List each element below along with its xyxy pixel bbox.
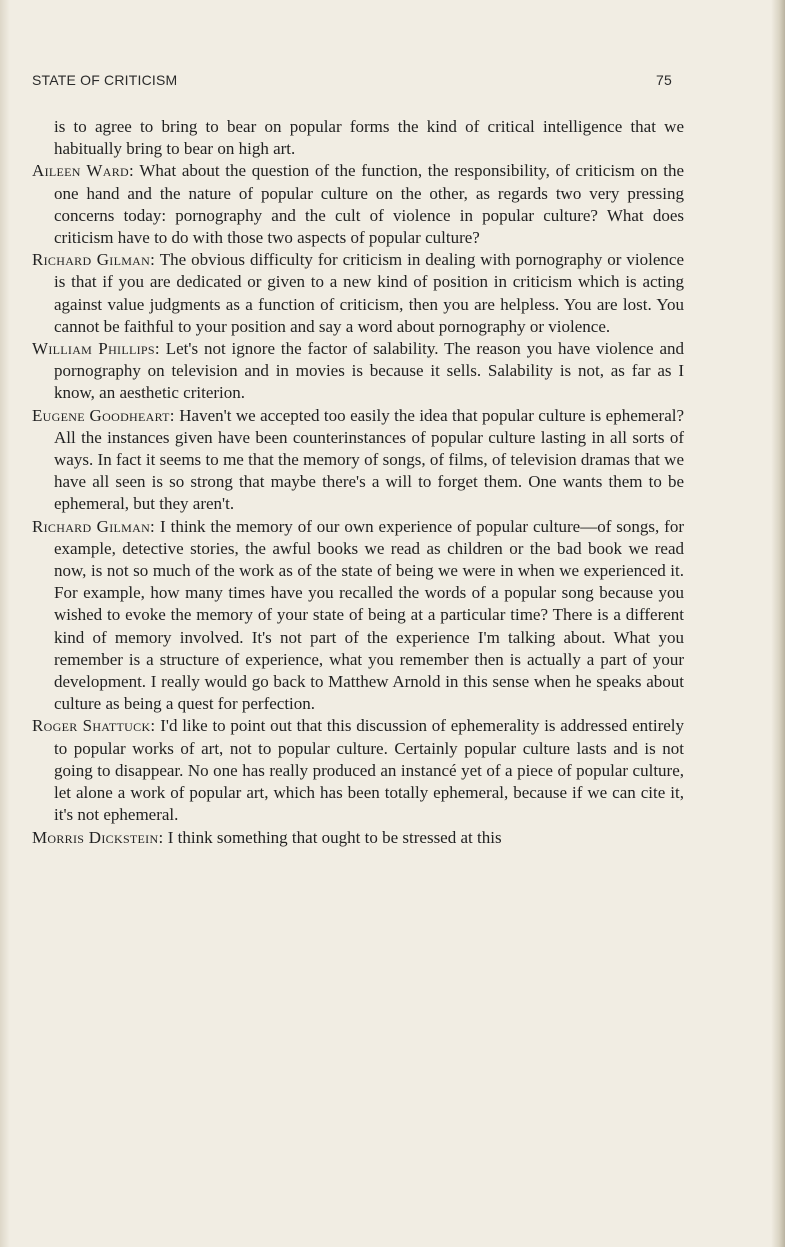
paragraph — [32, 249, 684, 338]
speaker-name: Morris Dickstein: — [32, 827, 164, 847]
paragraph-text: is to agree to bring to bear on popular forms the kind of critical intelligence that we habitually bring to bear on high art. — [54, 117, 684, 159]
speaker-name: Eugene Goodheart: — [32, 405, 175, 425]
paragraph — [32, 116, 684, 160]
body-text — [32, 116, 684, 849]
speaker-name: Richard Gilman: — [32, 250, 156, 270]
paragraph-text: Let's not ignore the factor of salability. The reason you have violence and pornography on television and in movies is because it sells. Salability is not, as far as I know, an aesthetic criterion. — [54, 339, 685, 403]
paragraph-text: I think something that ought to be stressed at this — [167, 827, 502, 847]
page-edge-shadow — [771, 0, 785, 1247]
page-gutter-shadow — [0, 0, 10, 1247]
page-number: 75 — [656, 72, 672, 88]
speaker-name: William Phillips: — [32, 339, 160, 359]
speaker-name: Richard Gilman: — [32, 516, 156, 536]
speaker-name: Aileen Ward: — [32, 161, 134, 181]
paragraph — [32, 405, 684, 516]
speaker-name: Roger Shattuck: — [32, 716, 156, 736]
paragraph — [32, 715, 684, 826]
paragraph-text: I'd like to point out that this discussion of ephemerality is addressed entirely to popular works of art, not to popular culture. Certainly popular culture lasts and is not going to disappear. No one has really produced an instancé yet of a piece of popular culture, let alone a work of popular art, which has been totally ephemeral, because if we can cite it, it's not ephemeral. — [54, 716, 685, 825]
paragraph-text: The obvious difficulty for criticism in dealing with pornography or violence is that if you are dedicated or given to a new kind of position in criticism which is acting against value judgments as a function of criticism, then you are helpless. You are lost. You cannot be faithful to your position and say a word about pornography or violence. — [54, 250, 685, 336]
paragraph-text: I think the memory of our own experience of popular culture—of songs, for example, detective stories, the awful books we read as children or the bad book we read now, is not so much of the work as of the state of being we were in when we experienced it. For example, how many times have you recalled the words of a popular song because you wished to evoke the memory of your state of being at a particular time? There is a different kind of memory involved. It's not part of the experience I'm talking about. What you remember is a structure of experience, what you remember then is actually a part of your development. I really would go back to Matthew Arnold in this sense when he speaks about culture as being a quest for perfection. — [54, 516, 685, 714]
running-header — [32, 72, 672, 94]
paragraph — [32, 827, 684, 849]
paragraph — [32, 160, 684, 249]
paragraph — [32, 516, 684, 716]
paragraph-text: What about the question of the function, the responsibility, of criticism on the one hand and the nature of popular culture on the other, as regards two very pressing concerns today: pornography and the cult of violence in popular culture? What does criticism have to do with those two aspects of popular culture? — [54, 161, 684, 248]
paragraph-text: Haven't we accepted too easily the idea that popular culture is ephemeral? All the instances given have been counterinstances of popular culture lasting in all sorts of ways. In fact it seems to me that the memory of songs, of films, of television dramas that we have all seen is so strong that maybe there's a will to forget them. One wants them to be ephemeral, but they aren't. — [54, 405, 685, 514]
paragraph — [32, 338, 684, 405]
running-title: STATE OF CRITICISM — [32, 72, 178, 88]
